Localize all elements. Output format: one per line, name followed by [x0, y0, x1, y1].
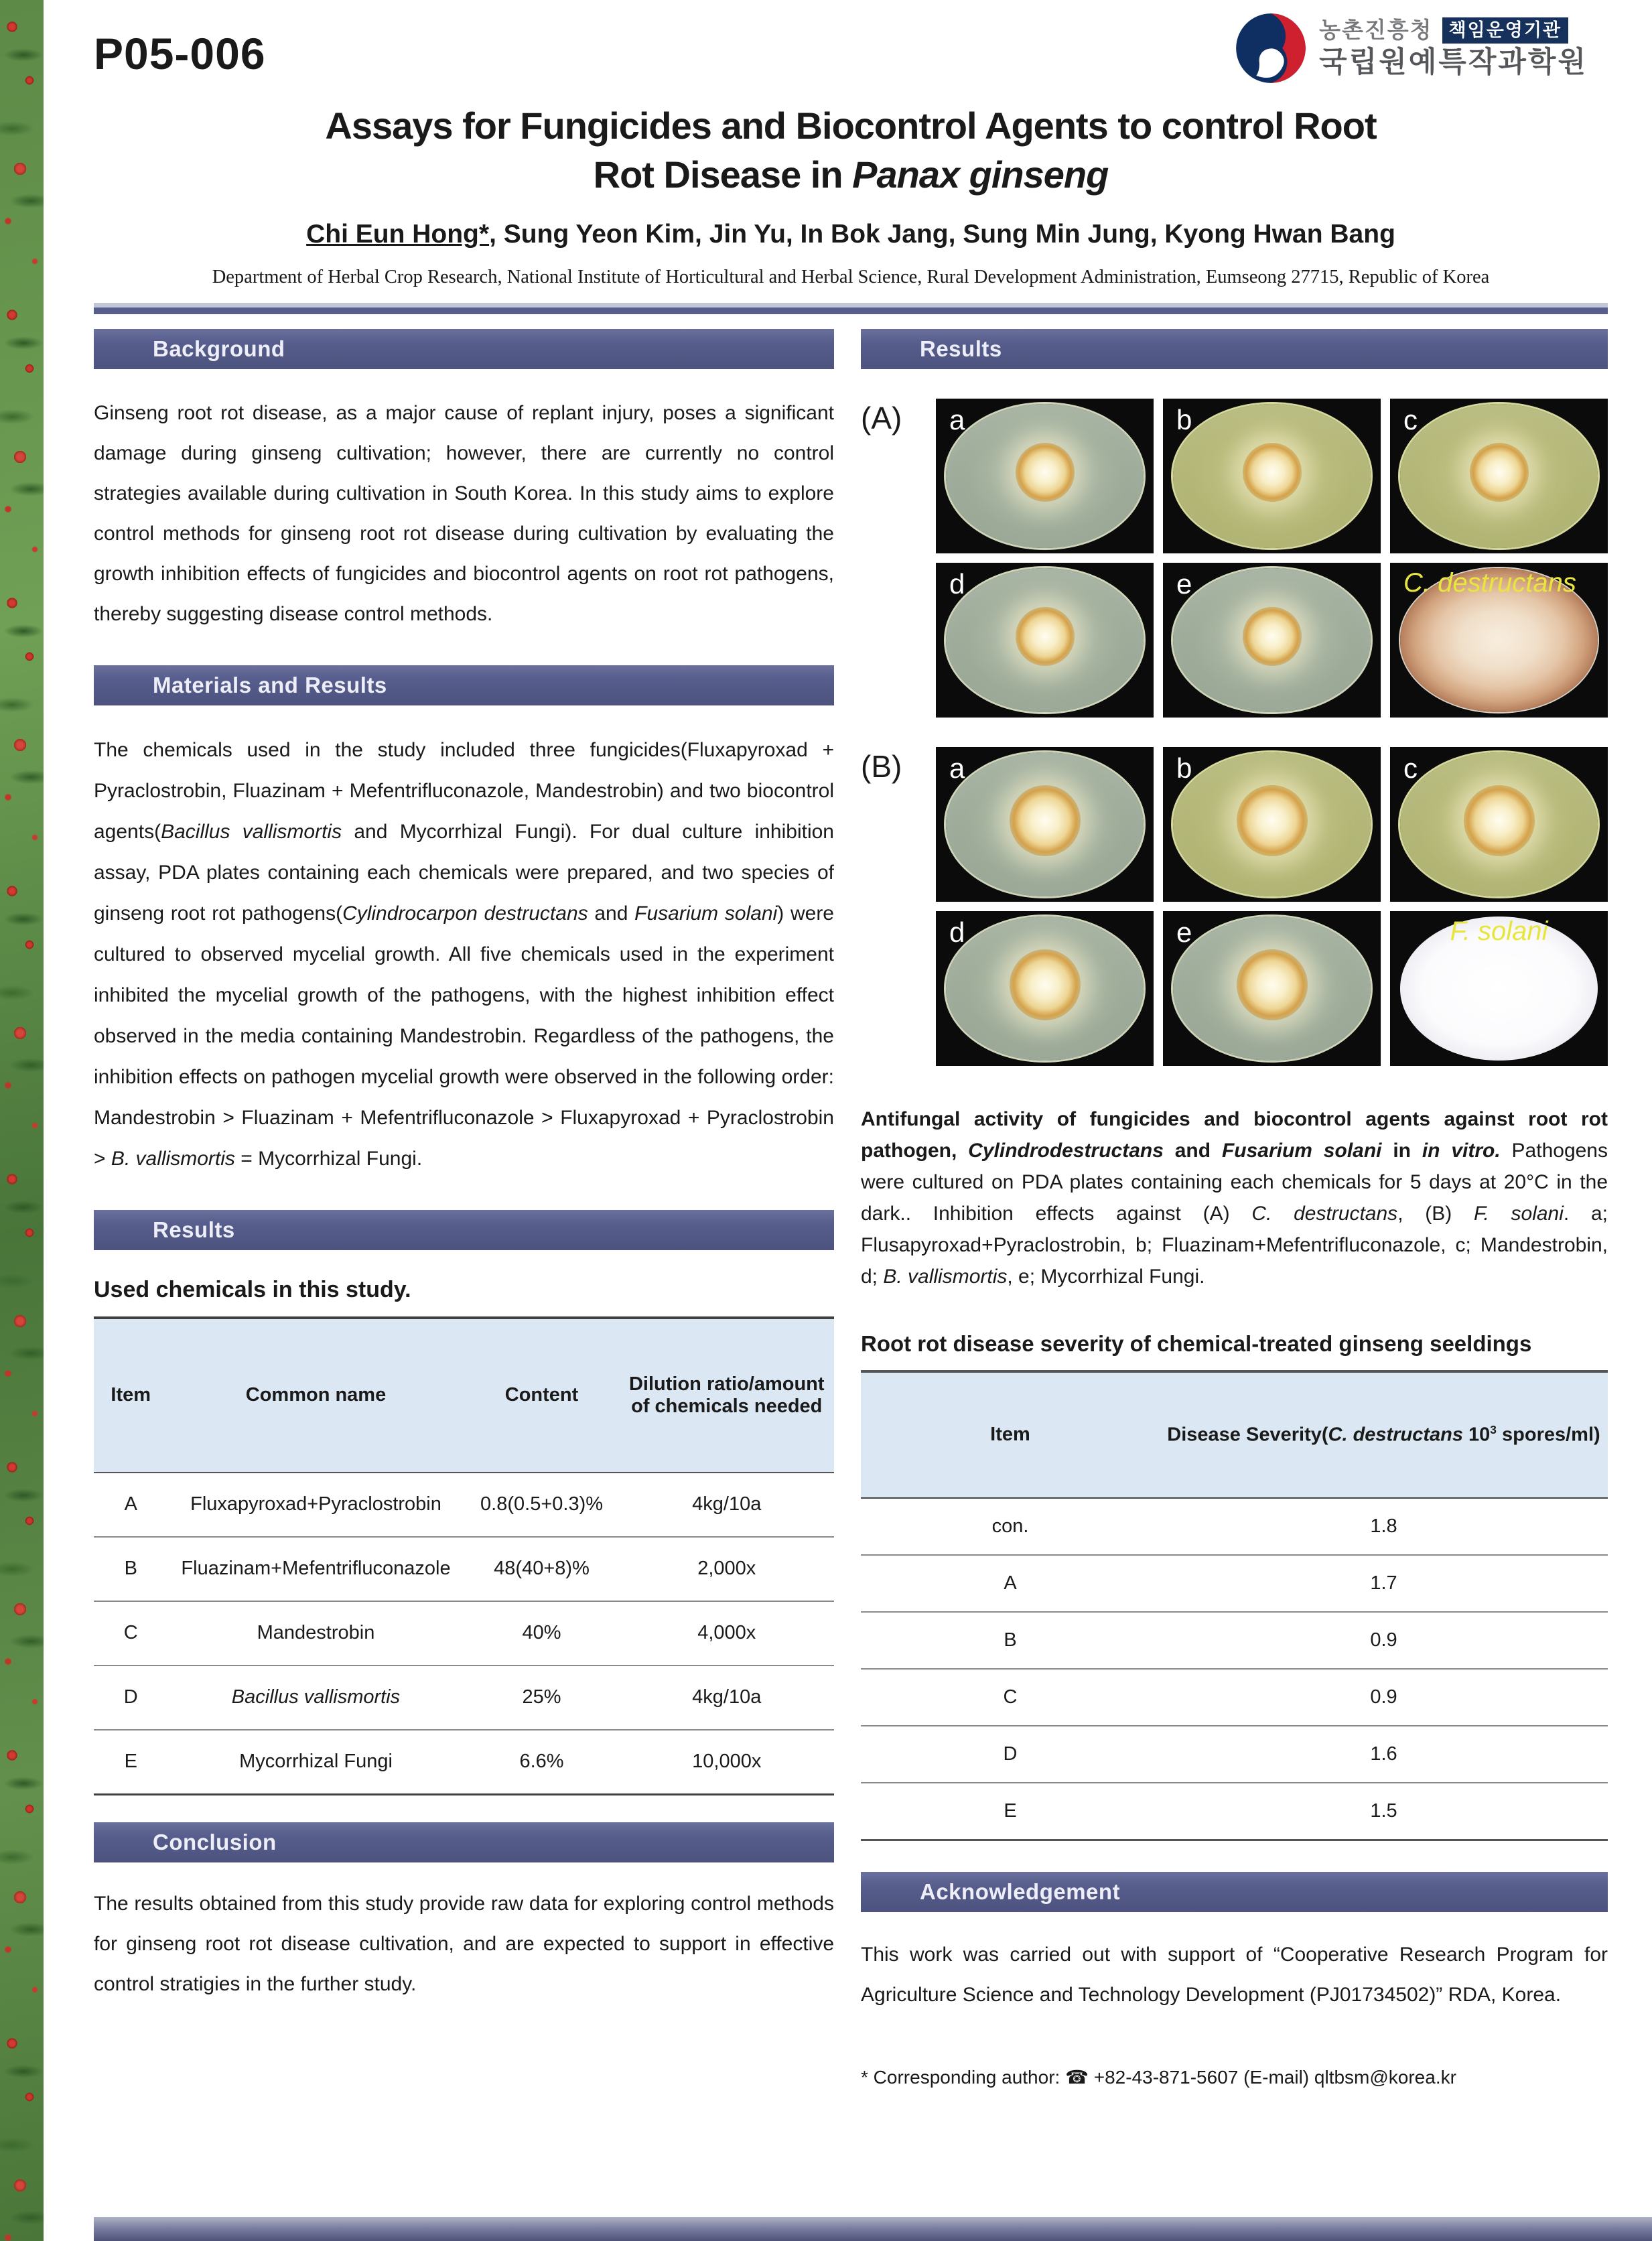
fungal-colony — [1243, 443, 1302, 502]
severity-table-title: Root rot disease severity of chemical-treated ginseng seeldings — [861, 1331, 1532, 1356]
figure-b-grid — [936, 747, 1608, 1066]
chem-name: Fluazinam+Mefentrifluconazole — [168, 1537, 464, 1601]
tile-label: e — [1176, 567, 1192, 600]
org-badge: 책임운영기관 — [1442, 17, 1569, 44]
severity-item: B — [861, 1612, 1160, 1669]
severity-value: 0.9 — [1160, 1612, 1608, 1669]
petri-tile-b5 — [1163, 911, 1381, 1066]
header-divider — [94, 303, 1608, 314]
chem-header-name: Common name — [168, 1318, 464, 1473]
affiliation-line: Department of Herbal Crop Research, National Institute of Horticultural and Herbal Science, Rural Development Administration, Eumseong 27715, Republic of Korea — [212, 266, 1490, 287]
acknowledgement-body: This work was carried out with support of “Cooperative Research Program for Agriculture Science and Technology Development (PJ01734502)” RDA, Korea. — [861, 1943, 1608, 2006]
severity-table — [861, 1370, 1608, 1841]
org-name-top: 농촌진흥청 — [1319, 17, 1433, 43]
fungal-colony — [1470, 443, 1529, 502]
petri-tile-a6-control — [1390, 563, 1608, 718]
table-row — [94, 1666, 834, 1730]
severity-item: D — [861, 1726, 1160, 1783]
chem-name: Mandestrobin — [168, 1601, 464, 1666]
chem-name: Fluxapyroxad+Pyraclostrobin — [168, 1473, 464, 1537]
chem-content: 48(40+8)% — [464, 1537, 620, 1601]
section-bar-background: Background — [94, 329, 834, 369]
figure-panel-a — [861, 399, 1608, 718]
table-row — [94, 1601, 834, 1666]
severity-value: 1.8 — [1160, 1498, 1608, 1555]
chem-item: D — [94, 1666, 168, 1730]
tile-label: e — [1176, 916, 1192, 948]
panel-a-label: (A) — [861, 400, 902, 435]
fungal-colony — [1237, 785, 1308, 856]
chem-name: Bacillus vallismortis — [168, 1666, 464, 1730]
table-row — [861, 1726, 1608, 1783]
section-bar-results-left: Results — [94, 1210, 834, 1250]
corresponding-author-line: * Corresponding author: ☎ +82-43-871-5607 (E-mail) qltbsm@korea.kr — [861, 2066, 1456, 2088]
rda-taegeuk-icon — [1235, 12, 1307, 84]
section-bar-results-right: Results — [861, 329, 1608, 369]
org-logo — [1235, 12, 1588, 84]
chem-header-dilution: Dilution ratio/amount of chemicals needed — [620, 1318, 834, 1473]
right-column — [861, 329, 1608, 2088]
petri-tile-b1 — [936, 747, 1154, 902]
tile-label-species: C. destructans — [1403, 567, 1576, 598]
fungal-colony — [1464, 785, 1535, 856]
panel-b-label: (B) — [861, 748, 902, 784]
chemicals-table-title: Used chemicals in this study. — [94, 1276, 411, 1302]
table-row — [94, 1730, 834, 1795]
petri-tile-a5 — [1163, 563, 1381, 718]
figure-panel-b — [861, 747, 1608, 1066]
fungal-colony — [1237, 949, 1308, 1020]
severity-value: 1.5 — [1370, 1799, 1397, 1822]
table-row — [861, 1555, 1608, 1612]
fungal-colony — [1010, 949, 1081, 1020]
chem-item: E — [124, 1751, 137, 1773]
poster-columns — [94, 329, 1608, 2088]
figure-a-grid — [936, 399, 1608, 718]
chem-item: B — [94, 1537, 168, 1601]
chem-header-item: Item — [94, 1318, 168, 1473]
severity-item: E — [1004, 1799, 1017, 1822]
org-logo-text — [1319, 17, 1588, 79]
tile-label: d — [949, 916, 965, 948]
chem-dilution: 10,000x — [692, 1751, 762, 1773]
chem-dilution: 2,000x — [620, 1537, 834, 1601]
section-bar-conclusion: Conclusion — [94, 1822, 834, 1862]
ginseng-photo-strip — [0, 0, 44, 2241]
chem-dilution: 4kg/10a — [620, 1666, 834, 1730]
petri-tile-a4 — [936, 563, 1154, 718]
severity-value: 1.6 — [1160, 1726, 1608, 1783]
materials-body: The chemicals used in the study included three fungicides(Fluxapyroxad + Pyraclostrobin, Fluazinam + Mefentrifluconazole, Mandestrobin) and two biocontrol agents(Bacillus vallismortis and Mycorrhizal Fungi). For dual culture inhibition assay, PDA plates containing each chemicals were prepared, and two species of ginseng root rot pathogens(Cylindrocarpon destructans and Fusarium solani) were cultured to observed mycelial growth. All five chemicals used in the experiment inhibited the mycelial growth of the pathogens, with the highest inhibition effect observed in the media containing Mandestrobin. Regardless of the pathogens, the inhibition effects on pathogen mycelial growth were observed in the following order: Mandestrobin > Fluazinam + Mefentrifluconazole > Fluxapyroxad + Pyraclostrobin > B. vallismortis = Mycorrhizal Fungi. — [94, 738, 834, 1170]
table-row — [94, 1473, 834, 1537]
table-row — [94, 1537, 834, 1601]
poster-code: P05-006 — [94, 29, 266, 78]
section-bar-acknowledgement: Acknowledgement — [861, 1872, 1608, 1912]
severity-item: con. — [861, 1498, 1160, 1555]
table-row — [861, 1783, 1608, 1840]
petri-tile-a2 — [1163, 399, 1381, 553]
chem-name: Mycorrhizal Fungi — [239, 1751, 393, 1773]
fungal-colony — [1010, 785, 1081, 856]
chem-content: 6.6% — [519, 1751, 564, 1773]
title-line-1: Assays for Fungicides and Biocontrol Agents to control Root — [325, 105, 1377, 147]
tile-label: a — [949, 403, 965, 435]
tile-label-species: F. solani — [1450, 916, 1548, 946]
petri-tile-b6-control — [1390, 911, 1608, 1066]
severity-header-row — [861, 1371, 1608, 1498]
chem-content: 40% — [464, 1601, 620, 1666]
petri-tile-a1 — [936, 399, 1154, 553]
petri-tile-b3 — [1390, 747, 1608, 902]
table-row — [861, 1498, 1608, 1555]
petri-tile-a3 — [1390, 399, 1608, 553]
chem-item: A — [94, 1473, 168, 1537]
section-bar-materials: Materials and Results — [94, 665, 834, 705]
severity-header-item: Item — [861, 1371, 1160, 1498]
org-name-bottom: 국립원예특작과학원 — [1319, 46, 1588, 78]
chem-dilution: 4kg/10a — [620, 1473, 834, 1537]
table-row — [861, 1669, 1608, 1726]
severity-item: A — [861, 1555, 1160, 1612]
chem-content: 0.8(0.5+0.3)% — [464, 1473, 620, 1537]
petri-tile-b4 — [936, 911, 1154, 1066]
chem-dilution: 4,000x — [620, 1601, 834, 1666]
chem-item: C — [94, 1601, 168, 1666]
tile-label: b — [1176, 403, 1192, 435]
tile-label: c — [1403, 752, 1418, 784]
severity-value: 1.7 — [1160, 1555, 1608, 1612]
left-column — [94, 329, 834, 2005]
background-body: Ginseng root rot disease, as a major cause of replant injury, poses a significant damage during ginseng cultivation; however, there are currently no control strategies available during cultivation in South Korea. In this study aims to explore control methods for ginseng root rot disease during cultivation by evaluating the growth inhibition effects of fungicides and biocontrol agents on root rot pathogens, thereby suggesting disease control methods. — [94, 401, 834, 625]
conclusion-body: The results obtained from this study provide raw data for exploring control methods for ginseng root rot disease cultivation, and are expected to support in effective control stratigies in the further study. — [94, 1892, 834, 1995]
severity-header-value: Disease Severity(C. destructans $10^3$ spores/ml) — [1160, 1371, 1608, 1498]
footer-bar — [94, 2217, 1652, 2241]
severity-value: 0.9 — [1160, 1669, 1608, 1726]
chem-content: 25% — [464, 1666, 620, 1730]
fungal-colony — [1016, 607, 1075, 666]
severity-item: C — [861, 1669, 1160, 1726]
tile-label: a — [949, 752, 965, 784]
tile-label: c — [1403, 403, 1418, 435]
tile-label: b — [1176, 752, 1192, 784]
chem-header-content: Content — [464, 1318, 620, 1473]
title-line-2: Rot Disease in Panax ginseng — [593, 153, 1109, 196]
tile-label: d — [949, 567, 965, 600]
chemicals-header-row — [94, 1318, 834, 1473]
figure-caption: Antifungal activity of fungicides and biocontrol agents against root rot pathogen, Cylindrodestructans and Fusarium solani in in vitro. Pathogens were cultured on PDA plates containing each chemicals for 5 days at 20°C in the dark.. Inhibition effects against (A) C. destructans, (B) F. solani. a; Flusapyroxad+Pyraclostrobin, b; Fluazinam+Mefentrifluconazole, c; Mandestrobin, d; B. vallismortis, e; Mycorrhizal Fungi. — [861, 1107, 1608, 1288]
poster-title — [94, 102, 1608, 200]
petri-tile-b2 — [1163, 747, 1381, 902]
authors-line: Chi Eun Hong*, Sung Yeon Kim, Jin Yu, In Bok Jang, Sung Min Jung, Kyong Hwan Bang — [306, 219, 1395, 249]
poster-content — [94, 0, 1608, 2088]
fungal-colony — [1243, 607, 1302, 666]
chemicals-table — [94, 1316, 834, 1795]
fungal-colony — [1016, 443, 1075, 502]
table-row — [861, 1612, 1608, 1669]
